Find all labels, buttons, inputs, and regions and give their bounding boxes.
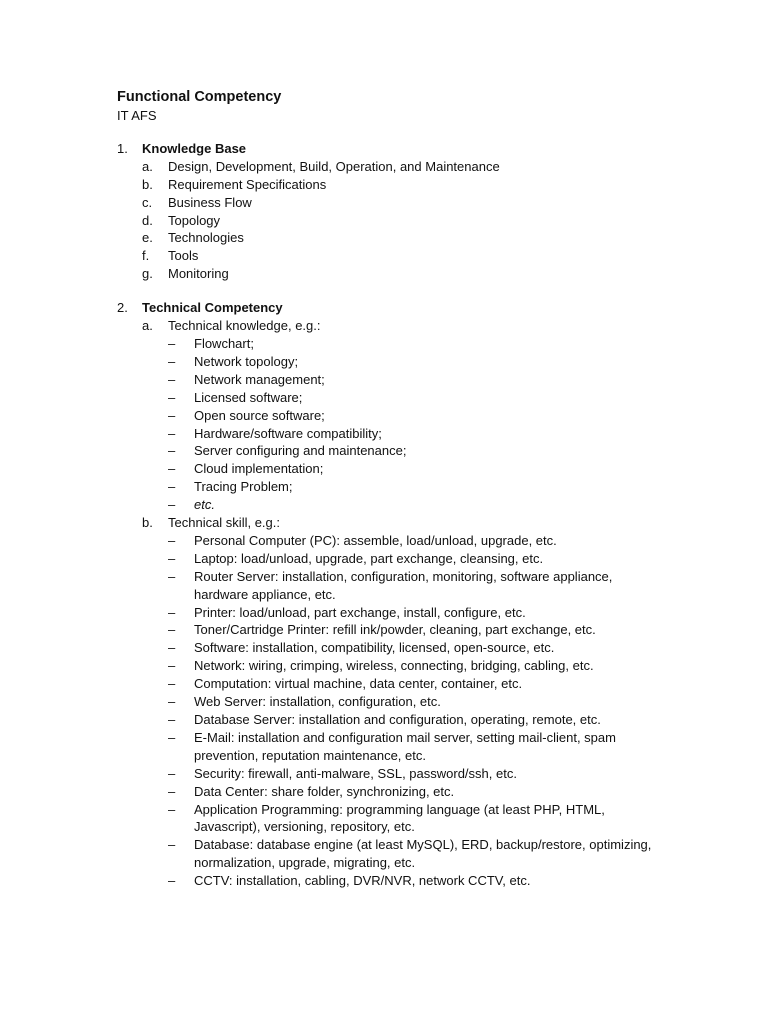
bullet-text: Laptop: load/unload, upgrade, part exchange, cleansing, etc. [194,550,544,566]
technical-knowledge-list [117,335,677,514]
document-page [117,88,677,906]
item-text: Technical skill, e.g.: [168,515,280,531]
bullet-text: Network management; [194,371,325,387]
dash-bullet: – [168,335,176,351]
bullet-item [168,371,677,389]
bullet-item [168,604,677,622]
list-item [117,514,677,532]
bullet-item [168,460,677,478]
item-letter: g. [142,266,153,282]
bullet-text: Toner/Cartridge Printer: refill ink/powder, cleaning, part exchange, etc. [194,622,596,638]
dash-bullet: – [168,371,176,387]
dash-bullet: – [168,837,176,853]
dash-bullet: – [168,658,176,674]
dash-bullet: – [168,497,176,513]
dash-bullet: – [168,353,176,369]
list-item [117,194,677,212]
bullet-text: Cloud implementation; [194,461,324,477]
bullet-text: Security: firewall, anti-malware, SSL, password/ssh, etc. [194,765,517,781]
dash-bullet: – [168,712,176,727]
bullet-item [168,550,677,568]
bullet-item [168,496,677,514]
dash-bullet: – [168,389,176,405]
dash-bullet: – [168,407,176,423]
item-letter: f. [142,248,150,264]
item-text: Topology [168,212,221,228]
dash-bullet: – [168,461,176,477]
section-heading [117,299,677,317]
bullet-item [168,407,677,425]
item-letter: b. [142,515,153,531]
bullet-item [168,639,677,657]
item-text: Design, Development, Build, Operation, and Maintenance [168,158,500,174]
list-item [117,212,677,230]
bullet-text: Web Server: installation, configuration, etc. [194,694,441,710]
bullet-item [168,478,677,496]
list-item [117,265,677,283]
item-text: Business Flow [168,194,252,210]
section-number: 2. [117,300,128,316]
dash-bullet: – [168,694,176,710]
bullet-text: Network topology; [194,353,299,369]
list-item [117,229,677,247]
section-title: Technical Competency [142,300,283,316]
item-text: Requirement Specifications [168,176,327,192]
bullet-text: Licensed software; [194,389,303,405]
bullet-item [168,872,677,890]
item-letter: e. [142,230,153,246]
bullet-text: Router Server: installation, configuration, monitoring, software appliance, hardware appliance, etc. [194,568,613,602]
dash-bullet: – [168,801,176,817]
bullet-text: E-Mail: installation and configuration mail server, setting mail-client, spam prevention, reputation maintenance, etc. [194,729,616,763]
list-item [117,176,677,194]
bullet-item [168,657,677,675]
bullet-item [168,783,677,801]
item-text: Tools [168,248,199,264]
dash-bullet: – [168,425,176,441]
bullet-text: Printer: load/unload, part exchange, install, configure, etc. [194,604,526,620]
item-letter: c. [142,194,153,210]
dash-bullet: – [168,568,176,584]
dash-bullet: – [168,640,176,656]
dash-bullet: – [168,729,176,745]
section-heading [117,140,677,158]
bullet-item [168,729,677,765]
bullet-text: Software: installation, compatibility, licensed, open-source, etc. [194,640,555,656]
list-item [117,247,677,265]
bullet-item [168,711,677,729]
bullet-item [168,675,677,693]
section-number: 1. [117,140,128,156]
bullet-text: Server configuring and maintenance; [194,443,407,459]
dash-bullet: – [168,676,176,692]
dash-bullet: – [168,479,176,495]
section-knowledge-base [117,140,677,283]
dash-bullet: – [168,604,176,620]
document-title: Functional Competency [117,89,282,105]
bullet-text: Network: wiring, crimping, wireless, connecting, bridging, cabling, etc. [194,658,594,674]
bullet-text: Database: database engine (at least MySQL), ERD, backup/restore, optimizing, normalization, upgrade, migrating, etc. [194,837,652,871]
bullet-text: Computation: virtual machine, data center, container, etc. [194,676,523,692]
item-letter: d. [142,212,153,228]
bullet-item [168,389,677,407]
bullet-text: Tracing Problem; [194,479,293,495]
dash-bullet: – [168,443,176,459]
item-text: Monitoring [168,266,229,282]
item-letter: a. [142,158,153,174]
bullet-text: etc. [194,497,215,513]
bullet-text: CCTV: installation, cabling, DVR/NVR, network CCTV, etc. [194,873,531,889]
bullet-item [168,353,677,371]
item-text: Technologies [168,230,244,246]
list-item [117,158,677,176]
bullet-item [168,335,677,353]
list-item [117,317,677,335]
dash-bullet: – [168,765,176,781]
bullet-item [168,621,677,639]
bullet-item [168,442,677,460]
document-subtitle: IT AFS [117,108,157,123]
item-letter: b. [142,176,153,192]
bullet-text: Data Center: share folder, synchronizing, etc. [194,783,455,799]
dash-bullet: – [168,622,176,638]
dash-bullet: – [168,873,176,889]
dash-bullet: – [168,550,176,566]
item-text: Technical knowledge, e.g.: [168,318,321,334]
bullet-text: Flowchart; [194,335,254,351]
bullet-item [168,836,677,872]
bullet-item [168,568,677,604]
bullet-text: Open source software; [194,407,325,423]
bullet-text: Personal Computer (PC): assemble, load/unload, upgrade, etc. [194,532,557,548]
dash-bullet: – [168,532,176,548]
bullet-item [168,801,677,837]
bullet-item [168,425,677,443]
section-title: Knowledge Base [142,140,247,156]
bullet-item [168,532,677,550]
dash-bullet: – [168,783,176,799]
bullet-text: Application Programming: programming language (at least PHP, HTML, Javascript), versioning, repository, etc. [194,801,605,835]
bullet-text: Hardware/software compatibility; [194,425,382,441]
bullet-item [168,693,677,711]
technical-skill-list [117,532,677,890]
bullet-item [168,765,677,783]
bullet-text: Database Server: installation and configuration, operating, remote, etc. [194,712,601,727]
section-technical-competency [117,299,677,890]
item-letter: a. [142,318,153,334]
